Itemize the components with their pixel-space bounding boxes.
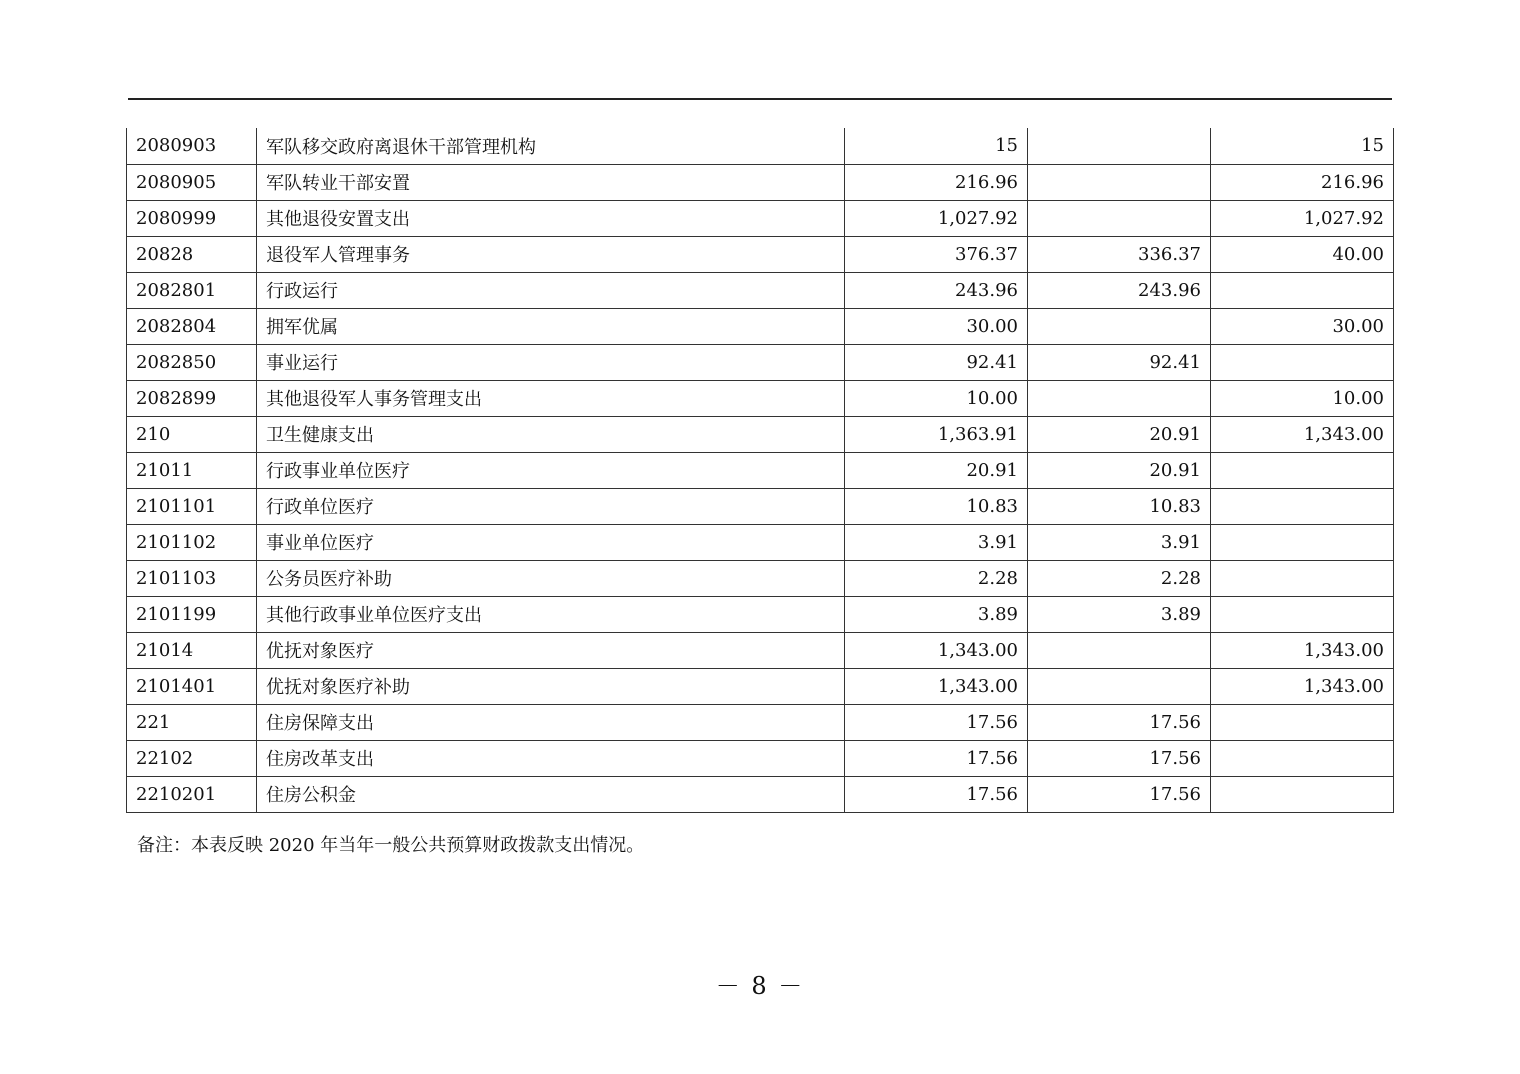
cell-code: 2101102 <box>127 524 257 560</box>
cell-basic <box>1028 128 1211 164</box>
cell-code: 2082850 <box>127 344 257 380</box>
cell-name: 其他行政事业单位医疗支出 <box>257 596 845 632</box>
cell-basic: 20.91 <box>1028 416 1211 452</box>
cell-code: 221 <box>127 704 257 740</box>
cell-basic: 3.91 <box>1028 524 1211 560</box>
cell-code: 21011 <box>127 452 257 488</box>
cell-name: 行政运行 <box>257 272 845 308</box>
cell-basic: 2.28 <box>1028 560 1211 596</box>
cell-code: 2101401 <box>127 668 257 704</box>
cell-basic: 3.89 <box>1028 596 1211 632</box>
cell-name: 卫生健康支出 <box>257 416 845 452</box>
cell-total: 17.56 <box>845 740 1028 776</box>
cell-name: 其他退役军人事务管理支出 <box>257 380 845 416</box>
cell-project: 10.00 <box>1211 380 1394 416</box>
page-number: － 8 － <box>715 972 805 1000</box>
table-row <box>127 164 1394 200</box>
cell-total: 3.89 <box>845 596 1028 632</box>
cell-code: 2101101 <box>127 488 257 524</box>
cell-project: 1,343.00 <box>1211 632 1394 668</box>
cell-project <box>1211 452 1394 488</box>
cell-basic <box>1028 632 1211 668</box>
cell-project: 1,343.00 <box>1211 668 1394 704</box>
cell-name: 军队移交政府离退休干部管理机构 <box>257 128 845 164</box>
cell-total: 376.37 <box>845 236 1028 272</box>
cell-code: 22102 <box>127 740 257 776</box>
cell-project <box>1211 776 1394 812</box>
table-row <box>127 524 1394 560</box>
cell-name: 住房公积金 <box>257 776 845 812</box>
cell-name: 优抚对象医疗 <box>257 632 845 668</box>
cell-project: 216.96 <box>1211 164 1394 200</box>
cell-name: 其他退役安置支出 <box>257 200 845 236</box>
cell-basic: 92.41 <box>1028 344 1211 380</box>
table-row <box>127 668 1394 704</box>
table-row <box>127 416 1394 452</box>
cell-name: 优抚对象医疗补助 <box>257 668 845 704</box>
cell-name: 事业运行 <box>257 344 845 380</box>
cell-project <box>1211 704 1394 740</box>
cell-code: 21014 <box>127 632 257 668</box>
cell-basic: 17.56 <box>1028 740 1211 776</box>
cell-code: 210 <box>127 416 257 452</box>
cell-total: 1,027.92 <box>845 200 1028 236</box>
cell-name: 住房改革支出 <box>257 740 845 776</box>
cell-code: 2101199 <box>127 596 257 632</box>
expenditure-table <box>126 128 1394 813</box>
cell-project: 1,343.00 <box>1211 416 1394 452</box>
cell-total: 216.96 <box>845 164 1028 200</box>
cell-project: 30.00 <box>1211 308 1394 344</box>
cell-project: 40.00 <box>1211 236 1394 272</box>
cell-name: 军队转业干部安置 <box>257 164 845 200</box>
cell-total: 15 <box>845 128 1028 164</box>
cell-project <box>1211 344 1394 380</box>
cell-basic: 336.37 <box>1028 236 1211 272</box>
cell-project <box>1211 596 1394 632</box>
table-row <box>127 596 1394 632</box>
cell-total: 17.56 <box>845 704 1028 740</box>
cell-project <box>1211 272 1394 308</box>
cell-total: 10.00 <box>845 380 1028 416</box>
cell-code: 2101103 <box>127 560 257 596</box>
cell-code: 2080999 <box>127 200 257 236</box>
table-row <box>127 308 1394 344</box>
cell-project <box>1211 524 1394 560</box>
table-row <box>127 740 1394 776</box>
cell-project <box>1211 740 1394 776</box>
cell-total: 3.91 <box>845 524 1028 560</box>
cell-total: 10.83 <box>845 488 1028 524</box>
cell-basic: 17.56 <box>1028 704 1211 740</box>
table-row <box>127 560 1394 596</box>
cell-basic <box>1028 380 1211 416</box>
table-row <box>127 236 1394 272</box>
table-body <box>127 128 1394 812</box>
cell-total: 17.56 <box>845 776 1028 812</box>
cell-basic <box>1028 164 1211 200</box>
cell-name: 事业单位医疗 <box>257 524 845 560</box>
cell-code: 2082804 <box>127 308 257 344</box>
cell-basic: 20.91 <box>1028 452 1211 488</box>
cell-code: 2080903 <box>127 128 257 164</box>
table-row <box>127 776 1394 812</box>
cell-total: 20.91 <box>845 452 1028 488</box>
cell-total: 1,343.00 <box>845 632 1028 668</box>
cell-total: 243.96 <box>845 272 1028 308</box>
cell-total: 1,343.00 <box>845 668 1028 704</box>
cell-project: 1,027.92 <box>1211 200 1394 236</box>
table-row <box>127 344 1394 380</box>
cell-name: 住房保障支出 <box>257 704 845 740</box>
cell-basic <box>1028 668 1211 704</box>
cell-name: 行政事业单位医疗 <box>257 452 845 488</box>
cell-basic: 17.56 <box>1028 776 1211 812</box>
table-note: 备注：本表反映 2020 年当年一般公共预算财政拨款支出情况。 <box>137 835 645 856</box>
table-row <box>127 488 1394 524</box>
cell-basic: 10.83 <box>1028 488 1211 524</box>
cell-name: 拥军优属 <box>257 308 845 344</box>
cell-code: 20828 <box>127 236 257 272</box>
cell-total: 1,363.91 <box>845 416 1028 452</box>
cell-code: 2082801 <box>127 272 257 308</box>
table-row <box>127 704 1394 740</box>
cell-basic: 243.96 <box>1028 272 1211 308</box>
table-row <box>127 272 1394 308</box>
header-rule <box>128 98 1392 100</box>
cell-total: 2.28 <box>845 560 1028 596</box>
table-row <box>127 380 1394 416</box>
cell-project <box>1211 488 1394 524</box>
cell-basic <box>1028 200 1211 236</box>
table-row <box>127 452 1394 488</box>
cell-code: 2080905 <box>127 164 257 200</box>
cell-code: 2082899 <box>127 380 257 416</box>
cell-total: 30.00 <box>845 308 1028 344</box>
table-row <box>127 200 1394 236</box>
cell-basic <box>1028 308 1211 344</box>
cell-project: 15 <box>1211 128 1394 164</box>
cell-project <box>1211 560 1394 596</box>
cell-total: 92.41 <box>845 344 1028 380</box>
cell-name: 退役军人管理事务 <box>257 236 845 272</box>
table-row <box>127 632 1394 668</box>
cell-code: 2210201 <box>127 776 257 812</box>
cell-name: 公务员医疗补助 <box>257 560 845 596</box>
cell-name: 行政单位医疗 <box>257 488 845 524</box>
table-row <box>127 128 1394 164</box>
